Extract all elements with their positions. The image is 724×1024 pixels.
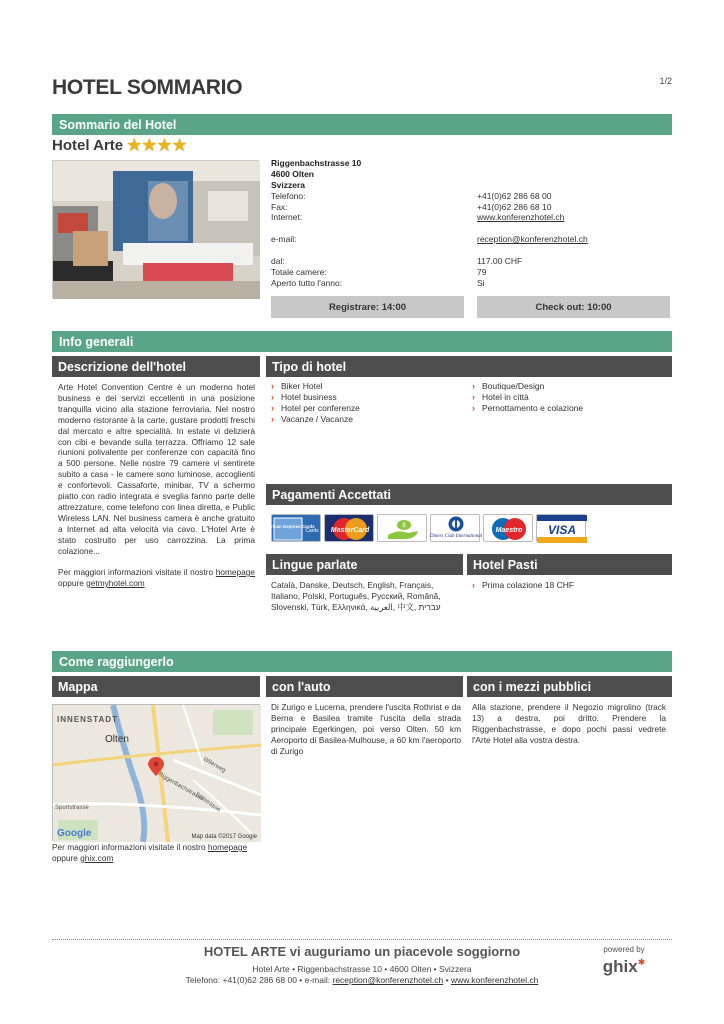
hotel-description: Arte Hotel Convention Centre è un moderno hotel business e dei servizi eccellenti in una posizione tranquilla vicino alla stazione ferroviaria. Nel nostro moderno ristorante à la carte, gustare prodotti freschi dal mercato e altre specialità. In estate vi delizierà con cibi e bevande sulla terrazza. Offriamo 12 sale riunioni polivalente per conferenze con capacità fino a 500 persone. Nelle nostre 79 camere vi sentirete subito a casa - le camere sono luminose, accoglienti e confortevoli. Cassaforte, minibar, TV a schermo piatto con radio integrata e sveglia fanno parte delle attrezzature, come telefono con linea diretta, e Public Wireless LAN. Nel business camera è anche gratuito a Internet ad alta velocità via cavo. L'Hotel Arte è stato costruito per uso carrozzina. La prima colazione... — [58, 382, 255, 556]
list-item-label: Boutique/Design — [482, 381, 545, 391]
checkin-box — [271, 296, 464, 318]
list-item-label: Pernottamento e colazione — [482, 403, 584, 413]
email-label: e-mail: — [271, 234, 297, 244]
languages-heading-label: Lingue parlate — [272, 557, 358, 572]
chevron-right-icon: › — [271, 403, 274, 413]
cash-logo — [377, 514, 427, 542]
footer-website-link[interactable]: www.konferenzhotel.ch — [450, 975, 539, 985]
page-title: HOTEL SOMMARIO — [52, 76, 243, 99]
footer-email-link[interactable]: reception@konferenzhotel.ch — [332, 975, 444, 985]
map-label-street1: Riggenbachstrasse — [157, 771, 205, 803]
list-item-label: Hotel in città — [482, 392, 529, 402]
amex-card-logo — [261, 514, 321, 542]
description-heading — [52, 356, 260, 377]
visa-logo — [536, 514, 586, 542]
list-item — [472, 580, 667, 591]
section-bar-directions — [52, 651, 672, 672]
meals-list — [472, 580, 667, 591]
payments-heading-label: Pagamenti Accettati — [272, 487, 392, 502]
ghix-logo-text: ghix — [602, 957, 638, 976]
map-more-info-prefix: Per maggiori informazioni visitate il nostro — [52, 842, 206, 852]
hotel-name-text: Hotel Arte — [52, 137, 124, 154]
fax-label: Fax: — [271, 202, 288, 212]
footer-contact-prefix: Telefono: +41(0)62 286 68 00 • e-mail: — [185, 975, 331, 985]
open-label: Aperto tutto l'anno: — [271, 278, 343, 288]
chevron-right-icon: › — [472, 403, 475, 413]
visa-text: VISA — [547, 523, 577, 537]
list-item-label: Vacanze / Vacanze — [281, 414, 353, 424]
meals-heading — [467, 554, 672, 575]
map-label-street2: Sälistrasse — [193, 791, 222, 814]
map-label-town: Olten — [105, 734, 129, 745]
powered-by-label: powered by — [603, 945, 645, 954]
checkin-text: Registrare: 14:00 — [328, 301, 407, 313]
open-value: Si — [477, 278, 485, 288]
description-heading-label: Descrizione dell'hotel — [58, 359, 187, 374]
map-credit: Map data ©2017 Google — [191, 834, 257, 840]
chevron-right-icon: › — [271, 392, 274, 402]
list-item — [472, 403, 662, 414]
website-link[interactable]: www.konferenzhotel.ch — [477, 212, 565, 222]
map-label-street3: Sportstrasse — [55, 805, 89, 811]
map-more-info — [52, 842, 267, 864]
getmyhotel-link[interactable]: getmyhotel.com — [86, 577, 145, 588]
maestro-logo — [483, 514, 533, 542]
phone-label: Telefono: — [271, 191, 306, 201]
list-item — [472, 381, 662, 392]
footer-address: Hotel Arte • Riggenbachstrasse 10 • 4600 Olten • Svizzera — [252, 964, 472, 974]
map-label-street4: Wilerweg — [202, 756, 227, 775]
chevron-right-icon: › — [271, 414, 274, 424]
transit-directions: Alla stazione, prendere il Negozio migrolino (track 13) a destra, poi dritto. Prendere la Riggenbachstrasse, e dopo pochi passi vedrete l'Arte Hotel alla vostra destra. — [472, 702, 666, 745]
transit-heading-label: con i mezzi pubblici — [473, 679, 592, 694]
hotel-city: 4600 Olten — [271, 169, 314, 179]
list-item-label: Hotel business — [281, 392, 337, 402]
google-logo: Google — [57, 828, 92, 839]
list-item-label: Biker Hotel — [281, 381, 323, 391]
svg-text:$: $ — [402, 523, 406, 529]
more-info-prefix: Per maggiori informazioni visitate il nostro — [58, 567, 214, 577]
section-bar-general-label: Info generali — [59, 334, 134, 349]
car-heading — [266, 676, 463, 697]
list-item — [271, 403, 461, 414]
ghix-logo — [594, 957, 654, 977]
hotel-type-heading — [266, 356, 672, 377]
meals-heading-label: Hotel Pasti — [473, 557, 538, 572]
more-info-or: oppure — [58, 577, 84, 588]
chevron-right-icon: › — [472, 580, 475, 590]
map-heading-label: Mappa — [58, 679, 98, 694]
maestro-text: Maestro — [495, 527, 523, 534]
footer-divider — [52, 939, 672, 940]
footer-title: HOTEL ARTE vi auguriamo un piacevole soggiorno — [203, 944, 521, 959]
map-label-district: INNENSTADT — [57, 715, 118, 724]
hotel-name — [52, 137, 187, 154]
ghix-star-icon: ✱ — [637, 957, 646, 967]
footer-contact — [52, 975, 672, 985]
hotel-type-list-left — [271, 381, 461, 425]
star-icon: ★ — [141, 135, 158, 155]
languages-heading — [266, 554, 463, 575]
ghix-link[interactable]: ghix.com — [80, 852, 114, 863]
section-bar-general — [52, 331, 672, 352]
hotel-country: Svizzera — [271, 180, 306, 190]
languages-list: Català, Danske, Deutsch, English, Français, Italiano, Polski, Português, Русский, Română, Slovenski, Türk, Ελληνικά, العربية, 中文, עברית — [271, 580, 441, 612]
phone-value: +41(0)62 286 68 00 — [477, 191, 552, 201]
list-item-label: Prima colazione 18 CHF — [482, 580, 575, 590]
list-item — [271, 392, 461, 403]
chevron-right-icon: › — [472, 381, 475, 391]
footer-contact-sep: • — [445, 975, 449, 985]
email-link[interactable]: reception@konferenzhotel.ch — [477, 234, 588, 244]
diners-club-logo — [429, 514, 483, 542]
list-item — [271, 381, 461, 392]
amex-text-1: American Express Cards — [261, 524, 315, 529]
car-heading-label: con l'auto — [272, 679, 331, 694]
map-homepage-link[interactable]: homepage — [207, 842, 248, 852]
section-bar-directions-label: Come raggiungerlo — [59, 654, 174, 669]
car-directions: Di Zurigo e Lucerna, prendere l'uscita Rothrist e da Berna e Basilea tramite l'uscita della strada principale Egerkingen, poi verso Olten. 50 km Aeroporto di Basilea-Mulhouse, a 60 km l'aeroporto di Zurigo — [271, 702, 461, 756]
fax-value: +41(0)62 286 68 10 — [477, 202, 552, 212]
svg-text:Cards: Cards — [305, 528, 319, 534]
star-rating — [126, 135, 188, 155]
location-map[interactable] — [52, 704, 260, 841]
mastercard-text: MasterCard — [330, 527, 370, 534]
hotel-type-list-right — [472, 381, 662, 414]
rooms-value: 79 — [477, 267, 487, 277]
hotel-street: Riggenbachstrasse 10 — [271, 158, 362, 168]
mastercard-logo — [324, 514, 374, 542]
section-bar-summary-label: Sommario del Hotel — [59, 117, 177, 132]
star-icon: ★ — [156, 135, 173, 155]
price-label: dal: — [271, 256, 285, 266]
payments-heading — [266, 484, 672, 505]
list-item-label: Hotel per conferenze — [281, 403, 360, 413]
hotel-photo — [52, 160, 259, 298]
price-value: 117.00 CHF — [477, 256, 523, 266]
page-number: 1/2 — [659, 76, 672, 86]
internet-label: Internet: — [271, 212, 303, 222]
description-more-info — [58, 567, 255, 589]
map-heading — [52, 676, 260, 697]
list-item — [271, 414, 461, 425]
star-icon: ★ — [126, 135, 143, 155]
checkout-text: Check out: 10:00 — [535, 301, 612, 313]
map-more-info-or: oppure — [52, 852, 78, 863]
star-icon: ★ — [171, 135, 188, 155]
rooms-label: Totale camere: — [271, 267, 327, 277]
homepage-link[interactable]: homepage — [215, 567, 255, 577]
checkout-box — [477, 296, 670, 318]
hotel-type-heading-label: Tipo di hotel — [272, 359, 347, 374]
section-bar-summary — [52, 114, 672, 135]
chevron-right-icon: › — [472, 392, 475, 402]
diners-text: Diners Club International — [429, 534, 483, 539]
list-item — [472, 392, 662, 403]
chevron-right-icon: › — [271, 381, 274, 391]
transit-heading — [467, 676, 672, 697]
